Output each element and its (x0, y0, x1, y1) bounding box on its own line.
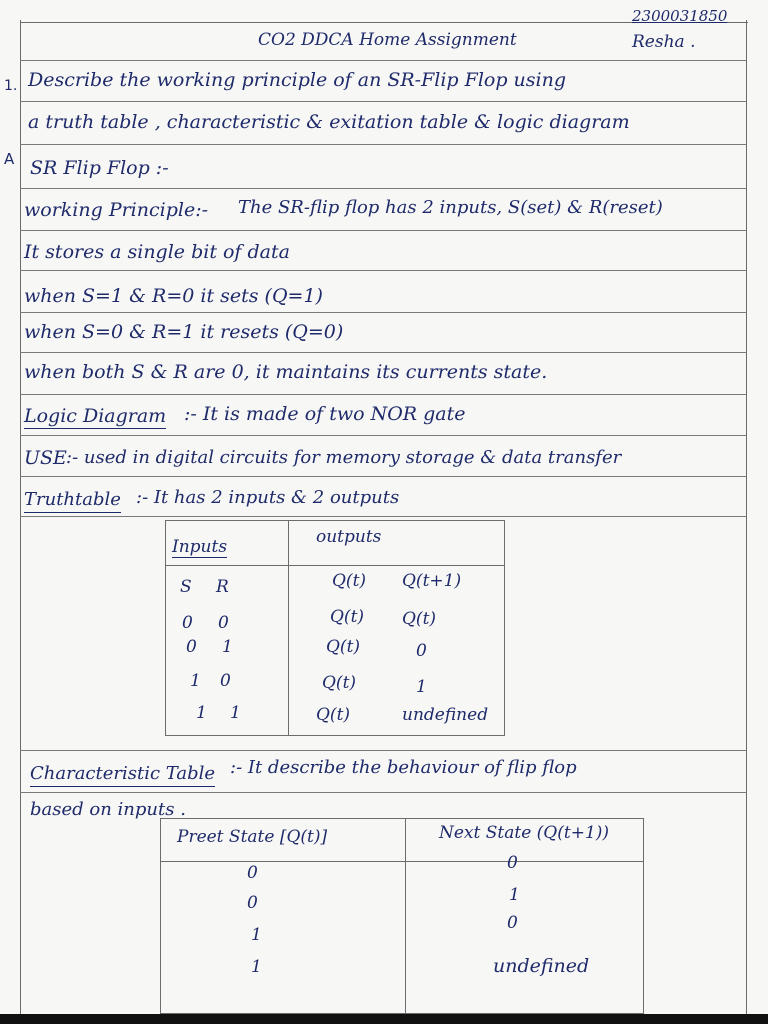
truth-head-outputs: outputs (316, 527, 382, 547)
char-row-2-present: 0 (247, 893, 258, 913)
ruled-line (20, 750, 746, 751)
truth-row-4-qt1: undefined (402, 705, 489, 725)
ruled-line (20, 188, 746, 189)
truth-row-3-s: 1 (190, 671, 201, 691)
truth-sub-r: R (216, 577, 229, 597)
truth-row-2-s: 0 (186, 637, 197, 657)
characteristic-text-1: :- It describe the behaviour of flip flop (230, 757, 577, 778)
use-label: USE (24, 447, 67, 469)
answer-heading: SR Flip Flop :- (30, 157, 169, 179)
truth-row-2-qt: Q(t) (326, 637, 361, 657)
ruled-line (20, 352, 746, 353)
bottom-edge-shadow (0, 1014, 768, 1024)
char-row-4-present: 1 (251, 957, 262, 977)
ruled-line (20, 435, 746, 436)
question-number: 1. (4, 78, 18, 94)
margin-line (20, 20, 21, 1024)
characteristic-label: Characteristic Table (30, 762, 215, 787)
truth-row-1-r: 0 (218, 613, 229, 633)
case-set: when S=1 & R=0 it sets (Q=1) (24, 285, 323, 307)
truth-row-1-s: 0 (182, 613, 193, 633)
working-principle-text: The SR-flip flop has 2 inputs, S(set) & R(reset) (238, 197, 663, 218)
truth-sub-s: S (180, 577, 192, 597)
table-column-divider (288, 521, 289, 735)
ruled-line (20, 230, 746, 231)
ruled-line (20, 394, 746, 395)
ruled-line (20, 792, 746, 793)
char-head-present: Preet State [Q(t)] (177, 827, 328, 847)
characteristic-text-2: based on inputs . (30, 799, 186, 820)
author-name: Resha . (632, 32, 696, 52)
ruled-line (20, 312, 746, 313)
truth-row-1-qt: Q(t) (330, 607, 365, 627)
char-row-1-present: 0 (247, 863, 258, 883)
assignment-title: CO2 DDCA Home Assignment (258, 30, 517, 50)
truth-row-3-r: 0 (220, 671, 231, 691)
truth-table-label: Truthtable (24, 488, 121, 513)
ruled-line (20, 270, 746, 271)
question-line-2: a truth table , characteristic & exitation table & logic diagram (28, 111, 630, 133)
truth-row-4-s: 1 (196, 703, 207, 723)
table-column-divider (405, 819, 406, 1013)
truth-row-3-qt: Q(t) (322, 673, 357, 693)
char-row-2-next: 1 (509, 885, 520, 905)
truth-sub-qt1: Q(t+1) (402, 571, 462, 591)
working-principle-label: working Principle:- (24, 199, 209, 221)
ruled-line (20, 101, 746, 102)
ruled-line (20, 516, 746, 517)
use-text: :- used in digital circuits for memory storage & data transfer (66, 447, 622, 468)
table-header-divider (166, 565, 504, 566)
char-row-4-next: undefined (493, 955, 590, 977)
ruled-line (20, 144, 746, 145)
answer-marker: A (4, 150, 15, 168)
characteristic-table (160, 818, 644, 1014)
truth-sub-qt: Q(t) (332, 571, 367, 591)
truth-table (165, 520, 505, 736)
question-line-1: Describe the working principle of an SR-Flip Flop using (28, 69, 567, 91)
right-margin-line (746, 20, 747, 1024)
char-row-3-next: 0 (507, 913, 518, 933)
case-reset: when S=0 & R=1 it resets (Q=0) (24, 321, 344, 343)
truth-head-inputs: Inputs (172, 537, 228, 557)
truth-row-3-qt1: 1 (416, 677, 427, 697)
truth-row-1-qt1: Q(t) (402, 609, 437, 629)
char-row-3-present: 1 (251, 925, 262, 945)
roll-number: 2300031850 (632, 7, 728, 25)
logic-diagram-text: :- It is made of two NOR gate (184, 403, 466, 425)
truth-row-2-qt1: 0 (416, 641, 427, 661)
table-header-divider (161, 861, 643, 862)
truth-row-4-r: 1 (230, 703, 241, 723)
char-row-1-next: 0 (507, 853, 518, 873)
logic-diagram-label: Logic Diagram (24, 405, 167, 427)
truth-row-2-r: 1 (222, 637, 233, 657)
case-hold: when both S & R are 0, it maintains its currents state. (24, 361, 548, 383)
ruled-line (20, 476, 746, 477)
char-head-next: Next State (Q(t+1)) (439, 823, 610, 843)
truth-row-4-qt: Q(t) (316, 705, 351, 725)
ruled-line (20, 60, 746, 61)
stores-text: It stores a single bit of data (24, 241, 290, 263)
truth-table-text: :- It has 2 inputs & 2 outputs (136, 487, 400, 508)
